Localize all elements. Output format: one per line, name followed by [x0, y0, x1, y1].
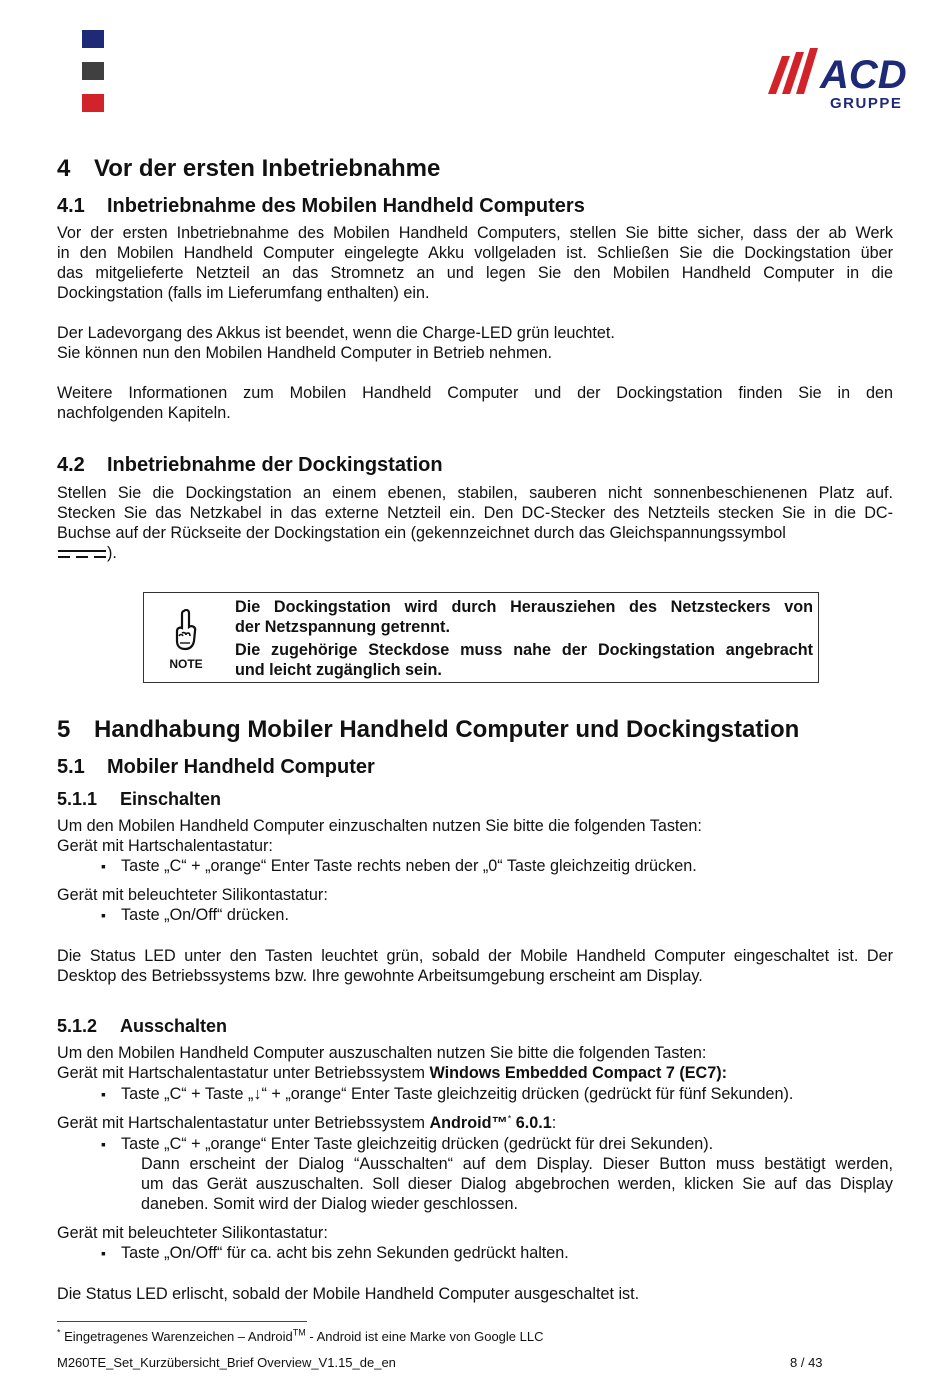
paragraph-line: Um den Mobilen Handheld Computer auszuschalten nutzen Sie bitte die folgenden Tasten:: [57, 1044, 707, 1062]
os-version: 6.0.1: [511, 1114, 552, 1132]
device-type-label: Gerät mit beleuchteter Silikontastatur:: [57, 886, 328, 904]
section-number: 5: [57, 716, 71, 743]
acd-logo-mark: [768, 48, 918, 112]
footnote: [57, 1329, 544, 1344]
bullet-continuation: um das Gerät auszuschalten. Soll dieser Dialog abgebrochen werden, klicken Sie auf das Display: [141, 1175, 893, 1193]
device-type-label: [57, 1063, 727, 1083]
bullet-item: ▪ Taste „C“ + „orange“ Enter Taste rechts neben der „0“ Taste gleichzeitig drücken.: [121, 856, 697, 876]
note-text-line: und leicht zugänglich sein.: [235, 661, 442, 679]
note-label: NOTE: [169, 657, 203, 671]
paragraph-line: Die Status LED erlischt, sobald der Mobile Handheld Computer ausgeschaltet ist.: [57, 1285, 640, 1303]
device-type-label: Gerät mit Hartschalentastatur:: [57, 837, 273, 855]
device-type-text: Gerät mit Hartschalentastatur unter Betriebssystem: [57, 1114, 430, 1132]
note-text-line: der Netzspannung getrennt.: [235, 618, 450, 636]
section-number: 4.2: [57, 454, 85, 476]
bullet-continuation: Dann erscheint der Dialog “Ausschalten“ auf dem Display. Dieser Button muss bestätigt werden,: [141, 1155, 893, 1173]
section-4-heading: [57, 155, 440, 183]
section-4-2-heading: [57, 454, 443, 477]
footer-page-number: 8 / 43: [790, 1355, 823, 1370]
paragraph-line: Buchse auf der Rückseite der Dockingstation ein (gekennzeichnet durch das Gleichspannungssymbol: [57, 524, 786, 542]
paragraph-line: Desktop des Betriebssystems bzw. Ihre gewohnte Arbeitsumgebung erscheint am Display.: [57, 967, 703, 985]
paragraph-line: Stecken Sie das Netzkabel in das externe Netzteil ein. Den DC-Stecker des Netzteils stecken Sie in die DC-: [57, 504, 893, 522]
bullet-item: ▪ Taste „C“ + „orange“ Enter Taste gleichzeitig drücken (gedrückt für drei Sekunden).: [121, 1134, 713, 1154]
footnote-text: Eingetragenes Warenzeichen – Android: [60, 1329, 293, 1344]
dc-symbol-icon: [57, 547, 107, 561]
paragraph-line: Weitere Informationen zum Mobilen Handheld Computer und der Dockingstation finden Sie in den: [57, 384, 893, 402]
label-colon: :: [551, 1114, 557, 1132]
section-title: Inbetriebnahme der Dockingstation: [107, 454, 443, 476]
section-title: Vor der ersten Inbetriebnahme: [94, 155, 441, 182]
bullet-item: ▪ Taste „C“ + Taste „↓“ + „orange“ Enter Taste gleichzeitig drücken (gedrückt für fünf Sekunden).: [121, 1084, 793, 1104]
brand-square-gray: [82, 62, 104, 80]
paragraph-line: nachfolgenden Kapiteln.: [57, 404, 231, 422]
paragraph-line: Sie können nun den Mobilen Handheld Computer in Betrieb nehmen.: [57, 344, 552, 362]
section-title: Mobiler Handheld Computer: [107, 756, 375, 778]
section-5-heading: [57, 716, 799, 744]
section-title: Einschalten: [120, 789, 222, 809]
section-number: 5.1.2: [57, 1016, 98, 1036]
device-type-label: [57, 1113, 556, 1133]
footnote-divider: [57, 1321, 307, 1322]
pointing-hand-icon: [172, 609, 200, 653]
paragraph-line: Die Status LED unter den Tasten leuchtet grün, sobald der Mobile Handheld Computer eingeschaltet ist. Der: [57, 947, 893, 965]
paragraph-line: in den Mobilen Handheld Computer eingelegte Akku vollgeladen ist. Schließen Sie die Dockingstation über: [57, 244, 893, 262]
acd-logo: [768, 48, 918, 112]
svg-text:GRUPPE: GRUPPE: [830, 95, 903, 112]
section-number: 4.1: [57, 195, 85, 217]
paragraph-line: Um den Mobilen Handheld Computer einzuschalten nutzen Sie bitte die folgenden Tasten:: [57, 817, 702, 835]
paragraph-line: Stellen Sie die Dockingstation an einem ebenen, stabilen, sauberen nicht sonnenbeschienenen Platz auf.: [57, 484, 893, 502]
paragraph-line: Dockingstation (falls im Lieferumfang enthalten) ein.: [57, 284, 430, 302]
section-5-1-1-heading: [57, 789, 221, 810]
bullet-item: ▪ Taste „On/Off“ für ca. acht bis zehn Sekunden gedrückt halten.: [121, 1243, 569, 1263]
paragraph-line: Vor der ersten Inbetriebnahme des Mobilen Handheld Computers, stellen Sie bitte sicher, dass der ab Werk: [57, 224, 893, 242]
bullet-item: ▪ Taste „On/Off“ drücken.: [121, 905, 289, 925]
section-number: 5.1.1: [57, 789, 98, 809]
brand-square-blue: [82, 30, 104, 48]
paragraph-line: Der Ladevorgang des Akkus ist beendet, wenn die Charge-LED grün leuchtet.: [57, 324, 615, 342]
os-name: Android™: [429, 1114, 508, 1132]
paragraph-line: das mitgelieferte Netzteil an das Stromnetz an und legen Sie den Mobilen Handheld Computer in die: [57, 264, 893, 282]
note-text-line: Die Dockingstation wird durch Herausziehen des Netzsteckers von: [235, 598, 813, 616]
section-title: Handhabung Mobiler Handheld Computer und Dockingstation: [94, 716, 800, 743]
footer-document-name: M260TE_Set_Kurzübersicht_Brief Overview_V1.15_de_en: [57, 1355, 396, 1370]
note-text-line: Die zugehörige Steckdose muss nahe der Dockingstation angebracht: [235, 641, 813, 659]
device-type-text: Gerät mit Hartschalentastatur unter Betriebssystem: [57, 1064, 430, 1082]
device-type-label: Gerät mit beleuchteter Silikontastatur:: [57, 1224, 328, 1242]
section-number: 4: [57, 155, 71, 182]
footnote-text: - Android ist eine Marke von Google LLC: [305, 1329, 544, 1344]
section-5-1-2-heading: [57, 1016, 227, 1037]
section-4-1-heading: [57, 195, 585, 218]
section-title: Ausschalten: [120, 1016, 228, 1036]
trademark-mark: TM: [292, 1327, 306, 1338]
bullet-continuation: daneben. Somit wird der Dialog wieder geschlossen.: [141, 1195, 519, 1213]
section-5-1-heading: [57, 756, 375, 779]
paragraph-line-end: ).: [107, 544, 117, 562]
section-number: 5.1: [57, 756, 85, 778]
svg-text:ACD: ACD: [820, 53, 907, 97]
section-title: Inbetriebnahme des Mobilen Handheld Computers: [107, 195, 585, 217]
os-name: Windows Embedded Compact 7 (EC7):: [429, 1064, 728, 1082]
footnote-marker[interactable]: *: [507, 1113, 512, 1124]
brand-square-red: [82, 94, 104, 112]
footnote-mark: *: [57, 1327, 61, 1338]
